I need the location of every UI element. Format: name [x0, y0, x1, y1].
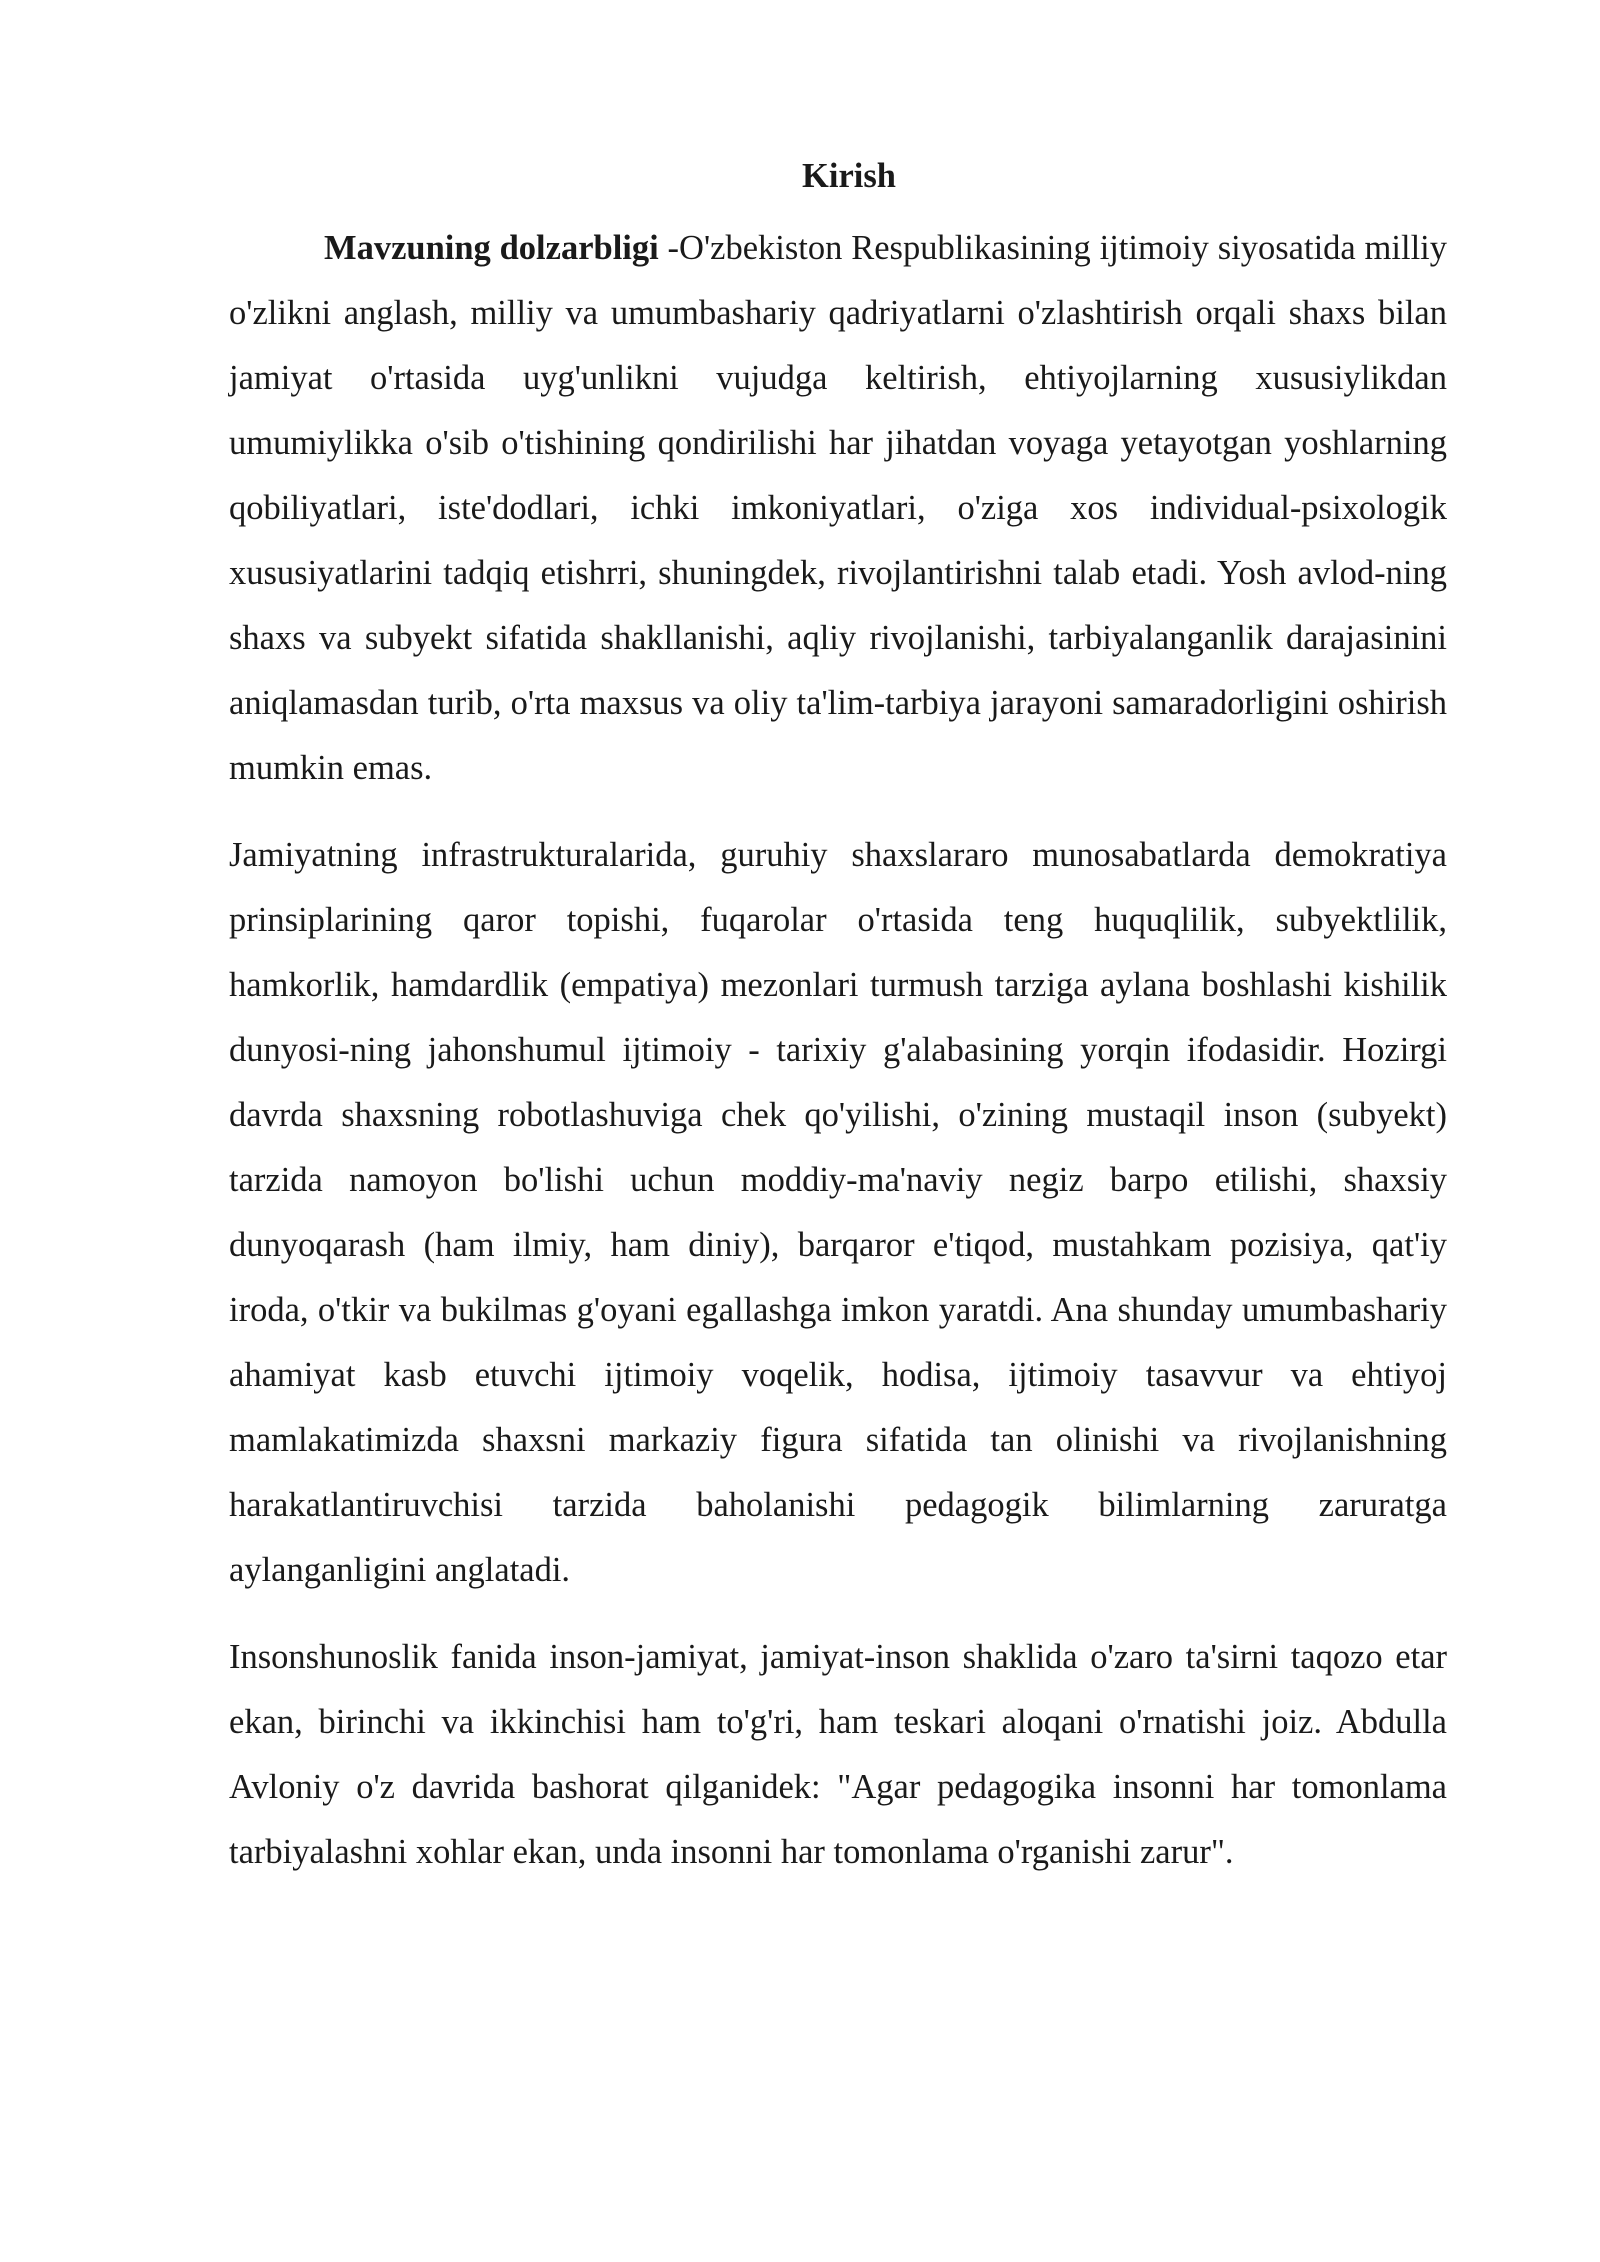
paragraph-1 — [229, 216, 1447, 801]
paragraph-1-text: -O'zbekiston Respublikasining ijtimoiy siyosatida milliy o'zlikni anglash, milliy va umumbashariy qadriyatlarni o'zlashtirish orqali shaxs bilan jamiyat o'rtasida uyg'unlikni vujudga keltirish, ehtiyojlarning xususiylikdan umumiylikka o'sib o'tishining qondirilishi har jihatdan voyaga yetayotgan yoshlarning qobiliyatlari, iste'dodlari, ichki imkoniyatlari, o'ziga xos individual-psixologik xususiyatlarini tadqiq etishrri, shuningdek, rivojlantirishni talab etadi. Yosh avlod-ning shaxs va subyekt sifatida shakllanishi, aqliy rivojlanishi, tarbiyalanganlik darajasinini aniqlamasdan turib, o'rta maxsus va oliy ta'lim-tarbiya jarayoni samaradorligini oshirish mumkin emas. — [229, 229, 1447, 787]
paragraph-2-text: Jamiyatning infrastrukturalarida, guruhiy shaxslararo munosabatlarda demokratiya prinsiplarining qaror topishi, fuqarolar o'rtasida teng huquqlilik, subyektlilik, hamkorlik, hamdardlik (empatiya) mezonlari turmush tarziga aylana boshlashi kishilik dunyosi-ning jahonshumul ijtimoiy - tarixiy g'alabasining yorqin ifodasidir. Hozirgi davrda shaxsning robotlashuviga chek qo'yilishi, o'zining mustaqil inson (subyekt) tarzida namoyon bo'lishi uchun moddiy-ma'naviy negiz barpo etilishi, shaxsiy dunyoqarash (ham ilmiy, ham diniy), barqaror e'tiqod, mustahkam pozisiya, qat'iy iroda, o'tkir va bukilmas g'oyani egallashga imkon yaratdi. Ana shunday umumbashariy ahamiyat kasb etuvchi ijtimoiy voqelik, hodisa, ijtimoiy tasavvur va ehtiyoj mamlakatimizda shaxsni markaziy figura sifatida tan olinishi va rivojlanishning harakatlantiruvchisi tarzida baholanishi pedagogik bilimlarning zaruratga aylanganligini anglatadi. — [229, 836, 1447, 1589]
paragraph-1-lead: Mavzuning dolzarbligi — [324, 229, 659, 267]
paragraph-2 — [229, 823, 1447, 1603]
document-body — [229, 148, 1447, 1907]
paragraph-3-text: Insonshunoslik fanida inson-jamiyat, jamiyat-inson shaklida o'zaro ta'sirni taqozo etar ekan, birinchi va ikkinchisi ham to'g'ri, ham teskari aloqani o'rnatishi joiz. Abdulla Avloniy o'z davrida bashorat qilganidek: "Agar pedagogika insonni har tomonlama tarbiyalashni xohlar ekan, unda insonni har tomonlama o'rganishi zarur". — [229, 1638, 1447, 1871]
paragraph-3 — [229, 1625, 1447, 1885]
page-title: Kirish — [802, 157, 896, 195]
